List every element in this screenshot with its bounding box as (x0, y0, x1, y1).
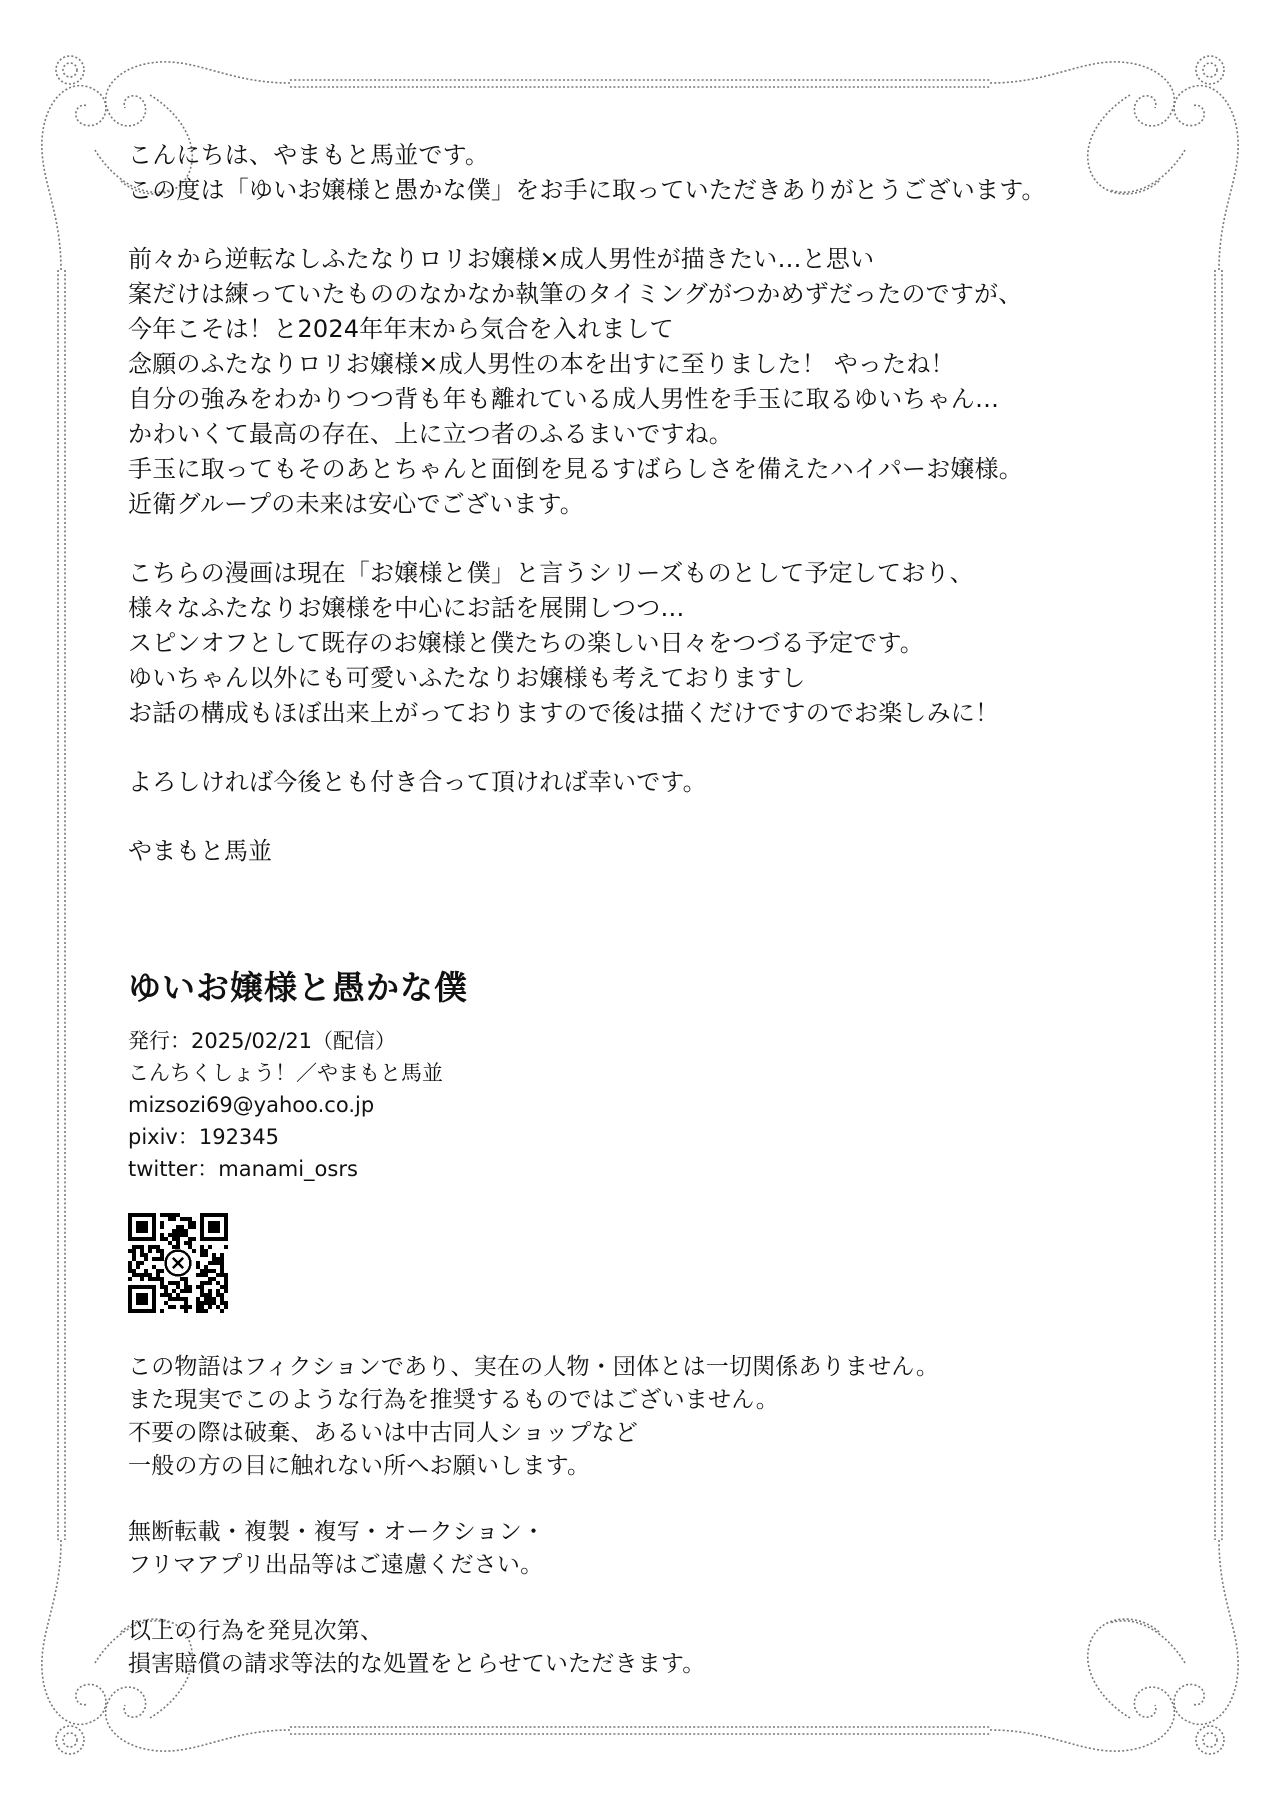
text-line: フリマアプリ出品等はご遠慮ください。 (128, 1552, 544, 1578)
book-title: ゆいお嬢様と愚かな僕 (128, 968, 468, 1007)
text-line: この度は「ゆいお嬢様と愚かな僕」をお手に取っていただきありがとうございます。 (128, 176, 1046, 204)
text-line: かわいくて最高の存在、上に立つ者のふるまいですね。 (128, 420, 733, 448)
text-line: 案だけは練っていたもののなかなか執筆のタイミングがつかめずだったのですが、 (128, 280, 1023, 308)
text-line: 前々から逆転なしふたなりロリお嬢様×成人男性が描きたい…と思い (128, 245, 875, 273)
circle-author: こんちくしょう！／やまもと馬並 (128, 1061, 443, 1085)
text-line: こんにちは、やまもと馬並です。 (128, 141, 490, 169)
pixiv-id: pixiv：192345 (128, 1125, 280, 1149)
text-line: 以上の行為を発見次第、 (128, 1618, 384, 1644)
text-line: 様々なふたなりお嬢様を中心にお話を展開しつつ… (128, 594, 685, 622)
text-line: お話の構成もほぼ出来上がっておりますので後は描くだけですのでお楽しみに！ (128, 699, 1000, 727)
greeting-paragraph (128, 138, 1168, 208)
qr-code-icon (128, 1213, 228, 1313)
afterword (128, 138, 1168, 869)
text-line: 念願のふたなりロリお嬢様×成人男性の本を出すに至りました！ やったね！ (128, 350, 955, 378)
legal-notice (128, 1351, 1028, 1714)
twitter-handle: twitter：manami_osrs (128, 1157, 358, 1181)
notice-fiction (128, 1351, 1028, 1483)
text-line: 損害賠償の請求等法的な処置をとらせていただきます。 (128, 1651, 706, 1677)
text-line: 今年こそは！と2024年年末から気合を入れまして (128, 315, 674, 343)
x-logo-icon (164, 1249, 192, 1277)
text-line: また現実でこのような行為を推奨するものではございません。 (128, 1387, 779, 1413)
text-line: よろしければ今後とも付き合って頂ければ幸いです。 (128, 768, 707, 796)
closing-paragraph (128, 765, 1168, 800)
body-paragraph-2 (128, 556, 1168, 731)
author-signature: やまもと馬並 (128, 837, 272, 865)
publish-date: 発行：2025/02/21（配信） (128, 1029, 397, 1053)
text-line: 近衛グループの未来は安心でございます。 (128, 490, 584, 518)
text-line: 無断転載・複製・複写・オークション・ (128, 1519, 546, 1545)
text-line: 一般の方の目に触れない所へお願いします。 (128, 1453, 591, 1479)
text-line: スピンオフとして既存のお嬢様と僕たちの楽しい日々をつづる予定です。 (128, 629, 924, 657)
text-line: 不要の際は破棄、あるいは中古同人ショップなど (128, 1420, 638, 1446)
notice-damages (128, 1615, 1028, 1681)
body-paragraph-1 (128, 242, 1168, 522)
text-line: この物語はフィクションであり、実在の人物・団体とは一切関係ありません。 (128, 1354, 940, 1380)
email-address: mizsozi69@yahoo.co.jp (128, 1093, 375, 1117)
text-line: 手玉に取ってもそのあとちゃんと面倒を見るすばらしさを備えたハイパーお嬢様。 (128, 455, 1023, 483)
notice-reproduction (128, 1516, 1028, 1582)
colophon (128, 962, 828, 1185)
text-line: ゆいちゃん以外にも可愛いふたなりお嬢様も考えておりますし (128, 664, 806, 692)
text-line: 自分の強みをわかりつつ背も年も離れている成人男性を手玉に取るゆいちゃん… (128, 385, 1000, 413)
text-line: こちらの漫画は現在「お嬢様と僕」と言うシリーズものとして予定しており、 (128, 559, 974, 587)
